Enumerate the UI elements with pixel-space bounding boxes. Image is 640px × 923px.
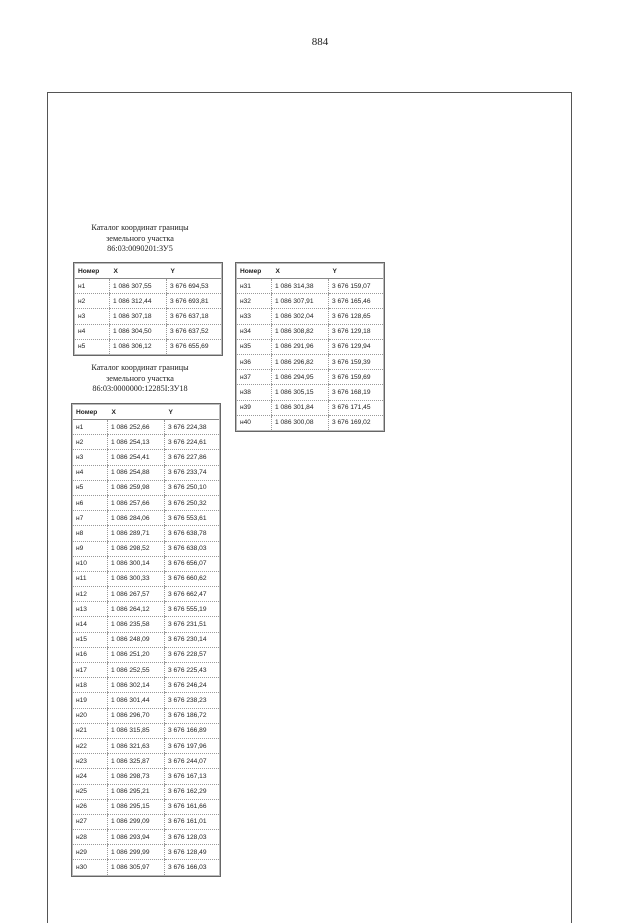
point-number-cell: н23: [72, 754, 108, 769]
y-coordinate-cell: 3 676 244,07: [165, 754, 221, 769]
table-row: [236, 294, 384, 309]
point-number-cell: н30: [72, 860, 108, 876]
y-coordinate-cell: 3 676 224,61: [165, 435, 221, 450]
table-header-row: [72, 404, 220, 420]
table-row: [74, 279, 222, 294]
x-coordinate-cell: 1 086 302,04: [272, 309, 329, 324]
point-number-cell: н5: [74, 339, 110, 355]
table-row: [72, 769, 220, 784]
point-number-cell: н27: [72, 814, 108, 829]
point-number-cell: н15: [72, 632, 108, 647]
x-coordinate-cell: 1 086 315,85: [108, 723, 165, 738]
table-row: [72, 465, 220, 480]
table-row: [72, 708, 220, 723]
y-coordinate-cell: 3 676 638,78: [165, 526, 221, 541]
x-coordinate-cell: 1 086 325,87: [108, 754, 165, 769]
column-header: Y: [165, 404, 221, 420]
point-number-cell: н9: [72, 541, 108, 556]
caption-line: Каталог координат границы: [91, 223, 189, 232]
point-number-cell: н39: [236, 400, 272, 415]
y-coordinate-cell: 3 676 231,51: [165, 617, 221, 632]
table-row: [72, 587, 220, 602]
x-coordinate-cell: 1 086 259,98: [108, 480, 165, 495]
point-number-cell: н10: [72, 556, 108, 571]
x-coordinate-cell: 1 086 264,12: [108, 602, 165, 617]
table-row: [72, 860, 220, 876]
point-number-cell: н12: [72, 587, 108, 602]
column-header: X: [110, 263, 167, 279]
y-coordinate-cell: 3 676 553,61: [165, 511, 221, 526]
point-number-cell: н8: [72, 526, 108, 541]
x-coordinate-cell: 1 086 289,71: [108, 526, 165, 541]
y-coordinate-cell: 3 676 250,10: [165, 480, 221, 495]
point-number-cell: н26: [72, 799, 108, 814]
table-row: [72, 571, 220, 586]
y-coordinate-cell: 3 676 186,72: [165, 708, 221, 723]
table-row: [74, 324, 222, 339]
point-number-cell: н17: [72, 663, 108, 678]
caption-line: 86:03:0000000:12285I:ЗУ18: [92, 384, 188, 393]
point-number-cell: н19: [72, 693, 108, 708]
table-row: [72, 420, 220, 435]
y-coordinate-cell: 3 676 638,03: [165, 541, 221, 556]
y-coordinate-cell: 3 676 169,02: [329, 415, 385, 431]
coordinates-table: [235, 262, 385, 432]
x-coordinate-cell: 1 086 305,15: [272, 385, 329, 400]
table-row: [72, 435, 220, 450]
column-header: X: [108, 404, 165, 420]
x-coordinate-cell: 1 086 284,06: [108, 511, 165, 526]
x-coordinate-cell: 1 086 248,09: [108, 632, 165, 647]
table-header-row: [236, 263, 384, 279]
x-coordinate-cell: 1 086 301,84: [272, 400, 329, 415]
x-coordinate-cell: 1 086 251,20: [108, 647, 165, 662]
table-row: [72, 754, 220, 769]
x-coordinate-cell: 1 086 321,63: [108, 738, 165, 753]
y-coordinate-cell: 3 676 161,01: [165, 814, 221, 829]
point-number-cell: н3: [72, 450, 108, 465]
y-coordinate-cell: 3 676 162,29: [165, 784, 221, 799]
y-coordinate-cell: 3 676 655,69: [167, 339, 223, 355]
column-header: Y: [329, 263, 385, 279]
table-row: [236, 370, 384, 385]
caption-line: 86:03:0090201:ЗУ5: [107, 244, 173, 253]
caption-line: Каталог координат границы: [91, 363, 189, 372]
x-coordinate-cell: 1 086 267,57: [108, 587, 165, 602]
x-coordinate-cell: 1 086 252,66: [108, 420, 165, 435]
table-row: [236, 324, 384, 339]
y-coordinate-cell: 3 676 694,53: [167, 279, 223, 294]
table-row: [72, 480, 220, 495]
y-coordinate-cell: 3 676 167,13: [165, 769, 221, 784]
x-coordinate-cell: 1 086 295,21: [108, 784, 165, 799]
x-coordinate-cell: 1 086 252,55: [108, 663, 165, 678]
table-row: [236, 415, 384, 431]
point-number-cell: н4: [72, 465, 108, 480]
x-coordinate-cell: 1 086 307,91: [272, 294, 329, 309]
point-number-cell: н5: [72, 480, 108, 495]
y-coordinate-cell: 3 676 662,47: [165, 587, 221, 602]
point-number-cell: н40: [236, 415, 272, 431]
x-coordinate-cell: 1 086 257,66: [108, 495, 165, 510]
coordinates-table: [73, 262, 223, 356]
table-row: [72, 830, 220, 845]
x-coordinate-cell: 1 086 295,15: [108, 799, 165, 814]
table-row: [72, 541, 220, 556]
y-coordinate-cell: 3 676 660,62: [165, 571, 221, 586]
y-coordinate-cell: 3 676 159,07: [329, 279, 385, 294]
x-coordinate-cell: 1 086 300,08: [272, 415, 329, 431]
y-coordinate-cell: 3 676 227,86: [165, 450, 221, 465]
table-row: [72, 647, 220, 662]
table-row: [236, 385, 384, 400]
table-row: [72, 845, 220, 860]
x-coordinate-cell: 1 086 299,09: [108, 814, 165, 829]
table-row: [72, 693, 220, 708]
y-coordinate-cell: 3 676 693,81: [167, 294, 223, 309]
point-number-cell: н6: [72, 495, 108, 510]
point-number-cell: н36: [236, 354, 272, 369]
y-coordinate-cell: 3 676 224,38: [165, 420, 221, 435]
y-coordinate-cell: 3 676 555,19: [165, 602, 221, 617]
table-row: [72, 663, 220, 678]
column-header: X: [272, 263, 329, 279]
point-number-cell: н11: [72, 571, 108, 586]
point-number-cell: н1: [74, 279, 110, 294]
x-coordinate-cell: 1 086 305,97: [108, 860, 165, 876]
table-row: [72, 799, 220, 814]
table-row: [72, 738, 220, 753]
table-row: [72, 678, 220, 693]
y-coordinate-cell: 3 676 246,24: [165, 678, 221, 693]
x-coordinate-cell: 1 086 299,99: [108, 845, 165, 860]
point-number-cell: н33: [236, 309, 272, 324]
y-coordinate-cell: 3 676 159,69: [329, 370, 385, 385]
x-coordinate-cell: 1 086 307,55: [110, 279, 167, 294]
y-coordinate-cell: 3 676 128,49: [165, 845, 221, 860]
table-row: [72, 632, 220, 647]
x-coordinate-cell: 1 086 306,12: [110, 339, 167, 355]
point-number-cell: н3: [74, 309, 110, 324]
x-coordinate-cell: 1 086 291,96: [272, 339, 329, 354]
point-number-cell: н21: [72, 723, 108, 738]
x-coordinate-cell: 1 086 308,82: [272, 324, 329, 339]
table-row: [72, 495, 220, 510]
y-coordinate-cell: 3 676 228,57: [165, 647, 221, 662]
point-number-cell: н32: [236, 294, 272, 309]
point-number-cell: н20: [72, 708, 108, 723]
table-row: [72, 617, 220, 632]
point-number-cell: н4: [74, 324, 110, 339]
table-row: [72, 602, 220, 617]
y-coordinate-cell: 3 676 128,03: [165, 830, 221, 845]
point-number-cell: н25: [72, 784, 108, 799]
x-coordinate-cell: 1 086 300,14: [108, 556, 165, 571]
point-number-cell: н38: [236, 385, 272, 400]
y-coordinate-cell: 3 676 637,18: [167, 309, 223, 324]
point-number-cell: н31: [236, 279, 272, 294]
x-coordinate-cell: 1 086 254,41: [108, 450, 165, 465]
point-number-cell: н22: [72, 738, 108, 753]
table-row: [236, 279, 384, 294]
y-coordinate-cell: 3 676 250,32: [165, 495, 221, 510]
point-number-cell: н13: [72, 602, 108, 617]
column-header: Номер: [236, 263, 272, 279]
y-coordinate-cell: 3 676 161,66: [165, 799, 221, 814]
point-number-cell: н37: [236, 370, 272, 385]
x-coordinate-cell: 1 086 302,14: [108, 678, 165, 693]
x-coordinate-cell: 1 086 301,44: [108, 693, 165, 708]
x-coordinate-cell: 1 086 300,33: [108, 571, 165, 586]
table-row: [72, 784, 220, 799]
x-coordinate-cell: 1 086 296,70: [108, 708, 165, 723]
point-number-cell: н16: [72, 647, 108, 662]
y-coordinate-cell: 3 676 225,43: [165, 663, 221, 678]
column-header: Y: [167, 263, 223, 279]
column-header: Номер: [74, 263, 110, 279]
table-row: [72, 450, 220, 465]
table-row: [74, 294, 222, 309]
y-coordinate-cell: 3 676 168,19: [329, 385, 385, 400]
point-number-cell: н35: [236, 339, 272, 354]
point-number-cell: н24: [72, 769, 108, 784]
caption-line: земельного участка: [106, 233, 174, 243]
y-coordinate-cell: 3 676 166,03: [165, 860, 221, 876]
table-row: [72, 526, 220, 541]
x-coordinate-cell: 1 086 293,94: [108, 830, 165, 845]
table-row: [72, 511, 220, 526]
table-row: [72, 556, 220, 571]
catalog-caption: [70, 363, 210, 395]
y-coordinate-cell: 3 676 656,07: [165, 556, 221, 571]
point-number-cell: н2: [72, 435, 108, 450]
x-coordinate-cell: 1 086 294,95: [272, 370, 329, 385]
point-number-cell: н2: [74, 294, 110, 309]
page-number: 884: [311, 36, 329, 48]
y-coordinate-cell: 3 676 230,14: [165, 632, 221, 647]
x-coordinate-cell: 1 086 307,18: [110, 309, 167, 324]
point-number-cell: н28: [72, 830, 108, 845]
y-coordinate-cell: 3 676 238,23: [165, 693, 221, 708]
y-coordinate-cell: 3 676 129,18: [329, 324, 385, 339]
point-number-cell: н29: [72, 845, 108, 860]
table-row: [236, 400, 384, 415]
table-row: [72, 814, 220, 829]
point-number-cell: н18: [72, 678, 108, 693]
point-number-cell: н34: [236, 324, 272, 339]
x-coordinate-cell: 1 086 314,38: [272, 279, 329, 294]
y-coordinate-cell: 3 676 165,46: [329, 294, 385, 309]
table-row: [72, 723, 220, 738]
y-coordinate-cell: 3 676 171,45: [329, 400, 385, 415]
y-coordinate-cell: 3 676 166,89: [165, 723, 221, 738]
y-coordinate-cell: 3 676 637,52: [167, 324, 223, 339]
y-coordinate-cell: 3 676 197,96: [165, 738, 221, 753]
table-header-row: [74, 263, 222, 279]
point-number-cell: н14: [72, 617, 108, 632]
caption-line: земельного участка: [106, 373, 174, 383]
table-row: [236, 339, 384, 354]
y-coordinate-cell: 3 676 128,65: [329, 309, 385, 324]
table-row: [74, 309, 222, 324]
x-coordinate-cell: 1 086 298,52: [108, 541, 165, 556]
table-row: [236, 309, 384, 324]
x-coordinate-cell: 1 086 254,88: [108, 465, 165, 480]
x-coordinate-cell: 1 086 312,44: [110, 294, 167, 309]
y-coordinate-cell: 3 676 233,74: [165, 465, 221, 480]
table-row: [74, 339, 222, 355]
point-number-cell: н7: [72, 511, 108, 526]
y-coordinate-cell: 3 676 159,39: [329, 354, 385, 369]
x-coordinate-cell: 1 086 304,50: [110, 324, 167, 339]
point-number-cell: н1: [72, 420, 108, 435]
coordinates-table: [71, 403, 221, 877]
x-coordinate-cell: 1 086 254,13: [108, 435, 165, 450]
x-coordinate-cell: 1 086 298,73: [108, 769, 165, 784]
table-row: [236, 354, 384, 369]
column-header: Номер: [72, 404, 108, 420]
x-coordinate-cell: 1 086 235,58: [108, 617, 165, 632]
catalog-caption: [70, 223, 210, 255]
x-coordinate-cell: 1 086 296,82: [272, 354, 329, 369]
y-coordinate-cell: 3 676 129,94: [329, 339, 385, 354]
